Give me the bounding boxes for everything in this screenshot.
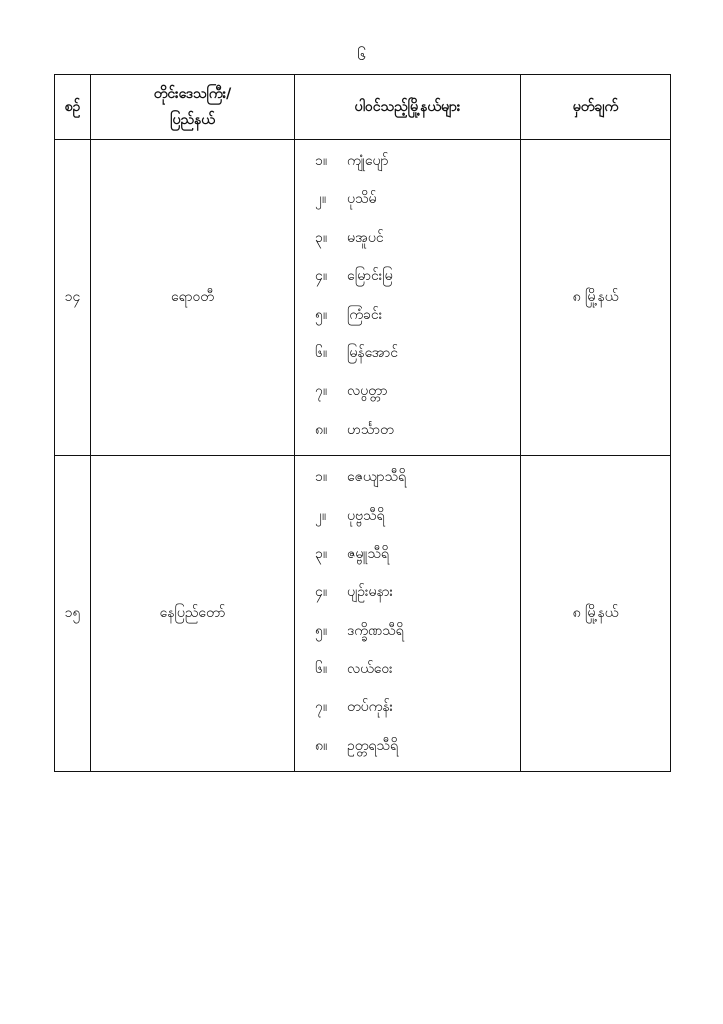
list-item (315, 180, 520, 218)
item-number: ၇။ (315, 699, 328, 716)
table-row (55, 140, 671, 456)
list-item (315, 497, 520, 535)
list-item (315, 296, 520, 334)
item-number: ၇။ (315, 383, 328, 400)
row-remark: ၈ မြို့နယ် (521, 140, 671, 456)
table-header-row (55, 75, 671, 140)
page-number: ၆ (357, 45, 366, 64)
item-name: မအူပင် (347, 229, 384, 246)
list-item (315, 411, 520, 449)
item-name: လယ်ဝေး (347, 661, 393, 678)
list-item (315, 688, 520, 726)
row-serial: ၁၄ (55, 140, 91, 456)
list-item (315, 535, 520, 573)
header-region (91, 75, 295, 140)
item-number: ၁။ (315, 153, 328, 169)
item-number: ၄။ (315, 268, 328, 285)
item-number: ၆။ (315, 661, 328, 678)
list-item (315, 372, 520, 410)
item-name: တပ်ကုန်း (347, 699, 394, 716)
item-number: ၃။ (315, 229, 328, 246)
row-region: ရောဝတီ (91, 140, 295, 456)
list-item (315, 257, 520, 295)
list-item (315, 219, 520, 257)
header-townships: ပါဝင်သည့်မြို့နယ်များ (295, 75, 521, 140)
item-name: ဇမ္ဗူသီရိ (347, 545, 389, 562)
list-item (315, 727, 520, 765)
item-number: ၃။ (315, 545, 328, 562)
item-name: မြန်အောင် (347, 344, 399, 361)
list-item (315, 612, 520, 650)
item-number: ၆။ (315, 344, 328, 361)
list-item (315, 458, 520, 496)
list-item (315, 142, 520, 180)
item-name: မြောင်းမြ (347, 268, 393, 285)
item-number: ၈။ (315, 421, 328, 438)
item-number: ၅။ (315, 622, 328, 639)
item-name: ပျဉ်းမနား (347, 584, 394, 601)
township-table (54, 74, 671, 772)
row-townships (295, 456, 521, 772)
item-name: ဟင်္သာတ (347, 421, 394, 438)
item-name: ကြံခင်း (347, 306, 383, 323)
item-name: ပုသိမ် (347, 191, 377, 208)
row-region: နေပြည်တော် (91, 456, 295, 772)
item-name: ဥတ္တရသီရိ (347, 737, 399, 754)
item-name: ဇေယျာသီရိ (347, 469, 407, 486)
header-region-line2: ပြည်နယ် (170, 112, 215, 128)
table-row (55, 456, 671, 772)
item-number: ၂။ (315, 191, 327, 208)
item-name: ကျုံပျော် (347, 153, 389, 169)
list-item (315, 573, 520, 611)
row-townships (295, 140, 521, 456)
row-serial: ၁၅ (55, 456, 91, 772)
item-name: ပုဗ္ဗသီရိ (347, 507, 385, 524)
list-item (315, 334, 520, 372)
item-number: ၅။ (315, 306, 328, 323)
item-number: ၄။ (315, 584, 328, 601)
item-name: ဒက္ခိဏသီရိ (347, 622, 404, 639)
header-serial: စဉ် (55, 75, 91, 140)
item-number: ၂။ (315, 507, 327, 524)
item-number: ၁။ (315, 469, 328, 486)
item-name: လပွတ္တာ (347, 383, 388, 400)
item-number: ၈။ (315, 737, 328, 754)
header-region-line1: တိုင်းဒေသကြီး/ (153, 86, 232, 102)
header-remark: မှတ်ချက် (521, 75, 671, 140)
list-item (315, 650, 520, 688)
row-remark: ၈ မြို့နယ် (521, 456, 671, 772)
